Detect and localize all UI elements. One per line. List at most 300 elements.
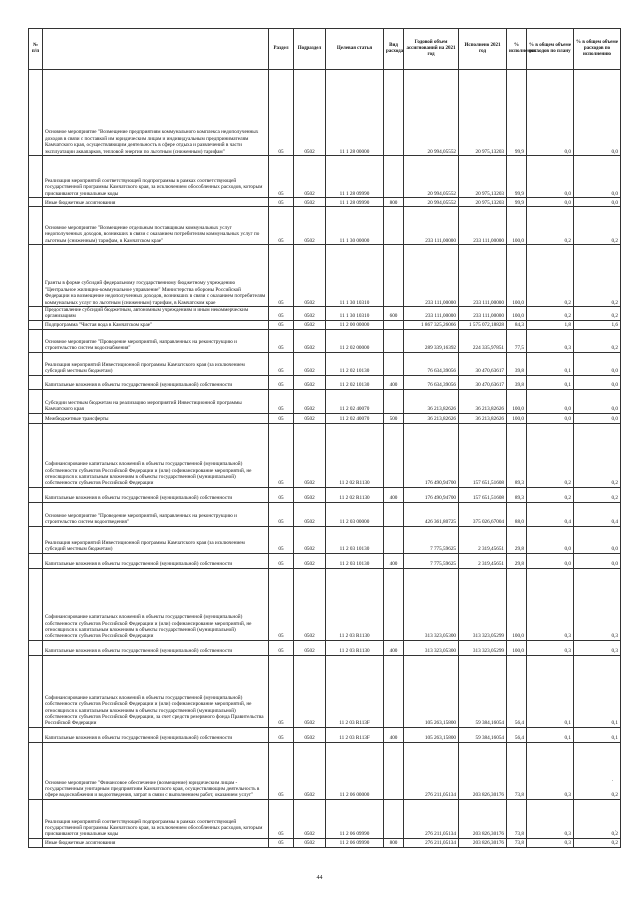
cell-share-plan: 0,3 [527, 838, 574, 847]
cell-podrazdel: 0502 [294, 320, 326, 329]
cell-num [29, 70, 43, 156]
cell-annual: 276 211,05134 [404, 838, 459, 847]
table-row [29, 423, 621, 487]
cell-executed: 233 111,00000 [459, 245, 507, 307]
cell-target: 11 2 02 00000 [326, 329, 384, 352]
table-row [29, 207, 621, 245]
cell-podrazdel: 0502 [294, 487, 326, 502]
cell-annual: 313 323,05300 [404, 568, 459, 640]
cell-razdel: 05 [269, 352, 294, 375]
cell-share-exec: 0,0 [574, 389, 621, 413]
page-number: 44 [316, 875, 323, 881]
cell-podrazdel: 0502 [294, 568, 326, 640]
cell-razdel: 05 [269, 423, 294, 487]
cell-share-plan: 0,2 [527, 307, 574, 321]
cell-name: Предоставление субсидий бюджетным, автономным учреждениям и иным некоммерческим организациям [43, 307, 269, 321]
cell-percent: 29,8 [507, 553, 527, 568]
cell-podrazdel: 0502 [294, 413, 326, 423]
cell-num [29, 198, 43, 207]
cell-target: 11 2 03 R1130 [326, 640, 384, 655]
cell-target: 11 2 02 10130 [326, 352, 384, 375]
cell-razdel: 05 [269, 526, 294, 553]
cell-podrazdel: 0502 [294, 502, 326, 526]
cell-name: Софинансирование капитальных вложений в объекты государственной (муниципальной) собственности субъектов Российской Федерации и (или) софинансирование мероприятий, не относящихся к капитальным вложениям в объекты государственной (муниципальной) собственности субъектов Российской Федерации, за счет средств резервного фонда Правительства Российской Федерации [43, 655, 269, 727]
cell-share-exec: 0,0 [574, 526, 621, 553]
cell-razdel: 05 [269, 655, 294, 727]
cell-vid: 600 [384, 307, 404, 321]
cell-num [29, 727, 43, 742]
cell-executed: 157 651,51608 [459, 487, 507, 502]
cell-target: 11 1 28 00000 [326, 70, 384, 156]
cell-name: Подпрограмма "Чистая вода в Камчатском крае" [43, 320, 269, 329]
scan-speck [612, 780, 613, 781]
cell-name: Реализация мероприятий соответствующей подпрограммы в рамках соответствующей государственной программы Камчатского края, за исключением обособленных расходов, которым присваиваются уникальные коды [43, 799, 269, 838]
cell-share-plan: 0,0 [527, 413, 574, 423]
cell-executed: 1 575 072,18828 [459, 320, 507, 329]
table-row [29, 156, 621, 198]
cell-target: 11 2 03 R113F [326, 655, 384, 727]
cell-percent: 100,0 [507, 207, 527, 245]
cell-razdel: 05 [269, 487, 294, 502]
cell-vid [384, 799, 404, 838]
table-row [29, 838, 621, 847]
cell-share-exec: 0,2 [574, 329, 621, 352]
cell-razdel: 05 [269, 838, 294, 847]
cell-annual: 426 361,80725 [404, 502, 459, 526]
cell-share-exec: 0,0 [574, 156, 621, 198]
cell-share-plan: 0,0 [527, 156, 574, 198]
cell-share-plan: 0,2 [527, 245, 574, 307]
cell-percent: 89,3 [507, 487, 527, 502]
cell-annual: 289 339,16392 [404, 329, 459, 352]
cell-executed: 36 213,82626 [459, 389, 507, 413]
cell-executed: 20 975,13203 [459, 70, 507, 156]
header-executed: Исполнено 2021 год [459, 29, 507, 70]
table-body [29, 70, 621, 848]
cell-name: Основное мероприятие "Проведение мероприятий, направленных на реконструкцию и строительство систем водоснабжения" [43, 329, 269, 352]
cell-podrazdel: 0502 [294, 655, 326, 727]
cell-percent: 73,8 [507, 838, 527, 847]
cell-vid [384, 655, 404, 727]
cell-percent: 88,0 [507, 502, 527, 526]
cell-executed: 233 111,00000 [459, 207, 507, 245]
cell-podrazdel: 0502 [294, 423, 326, 487]
table-row [29, 727, 621, 742]
cell-podrazdel: 0502 [294, 640, 326, 655]
header-name [43, 29, 269, 70]
cell-executed: 30 470,63617 [459, 352, 507, 375]
cell-vid [384, 568, 404, 640]
cell-percent: 56,4 [507, 727, 527, 742]
cell-percent: 77,5 [507, 329, 527, 352]
cell-podrazdel: 0502 [294, 352, 326, 375]
header-percent: % исполнения [507, 29, 527, 70]
cell-share-exec: 1,6 [574, 320, 621, 329]
cell-target: 11 2 02 R1130 [326, 487, 384, 502]
table-row [29, 198, 621, 207]
cell-percent: 100,0 [507, 245, 527, 307]
cell-share-exec: 0,2 [574, 207, 621, 245]
cell-annual: 313 323,05300 [404, 640, 459, 655]
header-share-exec: % в общем объеме расходов по исполнению [574, 29, 621, 70]
cell-executed: 2 319,45651 [459, 526, 507, 553]
cell-executed: 203 826,30176 [459, 799, 507, 838]
cell-annual: 233 111,00000 [404, 245, 459, 307]
cell-annual: 276 211,05134 [404, 799, 459, 838]
cell-razdel: 05 [269, 553, 294, 568]
cell-name: Иные бюджетные ассигнования [43, 838, 269, 847]
cell-share-exec: 0,1 [574, 727, 621, 742]
cell-num [29, 640, 43, 655]
header-vid: Вид расхода [384, 29, 404, 70]
cell-target: 11 2 03 10130 [326, 526, 384, 553]
cell-share-plan: 1,8 [527, 320, 574, 329]
cell-executed: 20 975,13203 [459, 156, 507, 198]
cell-share-plan: 0,0 [527, 553, 574, 568]
cell-vid [384, 526, 404, 553]
cell-percent: 100,0 [507, 389, 527, 413]
cell-razdel: 05 [269, 70, 294, 156]
cell-razdel: 05 [269, 207, 294, 245]
cell-share-plan: 0,2 [527, 423, 574, 487]
cell-share-plan: 0,2 [527, 487, 574, 502]
cell-num [29, 413, 43, 423]
table-row [29, 487, 621, 502]
cell-vid [384, 389, 404, 413]
cell-annual: 233 111,00000 [404, 307, 459, 321]
cell-executed: 375 026,67004 [459, 502, 507, 526]
cell-share-exec: 0,0 [574, 413, 621, 423]
cell-razdel: 05 [269, 307, 294, 321]
cell-target: 11 2 02 10130 [326, 375, 384, 389]
cell-vid: 400 [384, 375, 404, 389]
cell-razdel: 05 [269, 502, 294, 526]
cell-share-exec: 0,0 [574, 70, 621, 156]
cell-target: 11 2 06 09990 [326, 799, 384, 838]
cell-razdel: 05 [269, 799, 294, 838]
cell-vid [384, 423, 404, 487]
cell-name: Капитальные вложения в объекты государственной (муниципальной) собственности [43, 640, 269, 655]
cell-vid [384, 70, 404, 156]
cell-executed: 157 651,51608 [459, 423, 507, 487]
cell-razdel: 05 [269, 568, 294, 640]
cell-razdel: 05 [269, 320, 294, 329]
cell-name: Капитальные вложения в объекты государственной (муниципальной) собственности [43, 727, 269, 742]
cell-annual: 276 211,05134 [404, 742, 459, 799]
cell-percent: 29,8 [507, 526, 527, 553]
cell-share-exec: 0,2 [574, 742, 621, 799]
cell-podrazdel: 0502 [294, 727, 326, 742]
header-share-plan: % в общем объеме расходов по плану [527, 29, 574, 70]
cell-share-exec: 0,2 [574, 799, 621, 838]
cell-target: 11 2 00 00000 [326, 320, 384, 329]
cell-vid: 400 [384, 727, 404, 742]
cell-percent: 39,8 [507, 375, 527, 389]
header-annual: Годовой объем ассигнований на 2021 год [404, 29, 459, 70]
cell-share-plan: 0,1 [527, 352, 574, 375]
cell-target: 11 1 30 10310 [326, 307, 384, 321]
cell-num [29, 329, 43, 352]
cell-num [29, 375, 43, 389]
cell-podrazdel: 0502 [294, 245, 326, 307]
cell-name: Капитальные вложения в объекты государственной (муниципальной) собственности [43, 487, 269, 502]
cell-name: Основное мероприятие "Финансовое обеспечение (возмещение) юридическим лицам - государственным унитарным предприятиям Камчатского края, осуществляющим деятельность в сфере водоснабжения и водоотведения, затрат в связи с выполнением работ, оказанием услуг" [43, 742, 269, 799]
cell-name: Софинансирование капитальных вложений в объекты государственной (муниципальной) собственности субъектов Российской Федерации и (или) софинансирование мероприятий, не относящихся к капитальным вложениям в объекты государственной (муниципальной) собственности субъектов Российской Федерации [43, 423, 269, 487]
cell-target: 11 1 28 09990 [326, 156, 384, 198]
header-podrazdel: Подраздел [294, 29, 326, 70]
cell-num [29, 742, 43, 799]
cell-executed: 59 384,16054 [459, 655, 507, 727]
cell-num [29, 502, 43, 526]
cell-percent: 100,0 [507, 568, 527, 640]
cell-share-exec: 0,1 [574, 655, 621, 727]
cell-executed: 59 384,16054 [459, 727, 507, 742]
cell-executed: 203 826,30176 [459, 838, 507, 847]
cell-razdel: 05 [269, 413, 294, 423]
cell-vid [384, 156, 404, 198]
cell-annual: 76 634,39056 [404, 352, 459, 375]
table-row [29, 568, 621, 640]
cell-vid: 400 [384, 640, 404, 655]
cell-podrazdel: 0502 [294, 70, 326, 156]
cell-vid [384, 207, 404, 245]
cell-executed: 2 319,45651 [459, 553, 507, 568]
cell-share-exec: 0,3 [574, 568, 621, 640]
cell-target: 11 2 03 R1130 [326, 568, 384, 640]
cell-podrazdel: 0502 [294, 307, 326, 321]
cell-share-exec: 0,2 [574, 838, 621, 847]
cell-num [29, 838, 43, 847]
table-row [29, 640, 621, 655]
cell-podrazdel: 0502 [294, 389, 326, 413]
cell-executed: 224 335,97851 [459, 329, 507, 352]
cell-share-plan: 0,1 [527, 727, 574, 742]
cell-percent: 99,9 [507, 70, 527, 156]
cell-target: 11 2 06 09990 [326, 838, 384, 847]
cell-target: 11 1 30 10310 [326, 245, 384, 307]
table-row [29, 742, 621, 799]
cell-percent: 56,4 [507, 655, 527, 727]
cell-vid [384, 352, 404, 375]
table-row [29, 70, 621, 156]
header-razdel: Раздел [269, 29, 294, 70]
cell-name: Гранты в форме субсидий федеральному государственному бюджетному учреждению "Центральное жилищно-коммунальное управление" Министерства обороны Российской Федерации на возмещение недополученных доходов, возникших в связи с оказанием потребителям коммунальных услуг по льготным (сниженным) тарифам, в Камчатском крае [43, 245, 269, 307]
cell-share-plan: 0,1 [527, 375, 574, 389]
cell-percent: 100,0 [507, 640, 527, 655]
cell-percent: 39,8 [507, 352, 527, 375]
cell-razdel: 05 [269, 329, 294, 352]
cell-executed: 36 213,82626 [459, 413, 507, 423]
cell-name: Субсидии местным бюджетам на реализацию мероприятий Инвестиционной программы Камчатского края [43, 389, 269, 413]
table-header-row [29, 29, 621, 70]
cell-name: Реализация мероприятий Инвестиционной программы Камчатского края (за исключением субсидий местным бюджетам) [43, 526, 269, 553]
table-row [29, 502, 621, 526]
scan-speck [615, 830, 616, 831]
cell-target: 11 2 03 00000 [326, 502, 384, 526]
table-row [29, 320, 621, 329]
table-row [29, 307, 621, 321]
cell-razdel: 05 [269, 742, 294, 799]
cell-annual: 20 994,05552 [404, 156, 459, 198]
cell-num [29, 655, 43, 727]
cell-num [29, 156, 43, 198]
cell-annual: 36 213,82626 [404, 389, 459, 413]
cell-share-plan: 0,3 [527, 568, 574, 640]
cell-podrazdel: 0502 [294, 553, 326, 568]
cell-target: 11 2 03 10130 [326, 553, 384, 568]
cell-vid: 800 [384, 198, 404, 207]
cell-share-exec: 0,2 [574, 423, 621, 487]
cell-podrazdel: 0502 [294, 799, 326, 838]
cell-podrazdel: 0502 [294, 329, 326, 352]
header-num: № п/п [29, 29, 43, 70]
cell-share-plan: 0,1 [527, 655, 574, 727]
cell-executed: 30 470,63617 [459, 375, 507, 389]
cell-name: Основное мероприятие "Проведение мероприятий, направленных на реконструкцию и строительство систем водоотведения" [43, 502, 269, 526]
cell-num [29, 245, 43, 307]
cell-annual: 7 775,59625 [404, 526, 459, 553]
cell-num [29, 307, 43, 321]
cell-name: Капитальные вложения в объекты государственной (муниципальной) собственности [43, 553, 269, 568]
cell-name: Софинансирование капитальных вложений в объекты государственной (муниципальной) собственности субъектов Российской Федерации и (или) софинансирование мероприятий, не относящихся к капитальным вложениям в объекты государственной (муниципальной) собственности субъектов Российской Федерации [43, 568, 269, 640]
cell-annual: 76 634,39056 [404, 375, 459, 389]
cell-podrazdel: 0502 [294, 375, 326, 389]
table-row [29, 245, 621, 307]
cell-target: 11 2 06 00000 [326, 742, 384, 799]
cell-target: 11 2 02 40070 [326, 413, 384, 423]
cell-share-exec: 0,0 [574, 352, 621, 375]
cell-razdel: 05 [269, 727, 294, 742]
cell-num [29, 526, 43, 553]
cell-num [29, 423, 43, 487]
cell-executed: 313 323,05299 [459, 568, 507, 640]
cell-share-exec: 0,2 [574, 307, 621, 321]
cell-share-plan: 0,3 [527, 329, 574, 352]
cell-vid: 800 [384, 838, 404, 847]
cell-annual: 20 994,05552 [404, 70, 459, 156]
cell-name: Иные бюджетные ассигнования [43, 198, 269, 207]
cell-podrazdel: 0502 [294, 838, 326, 847]
cell-percent: 73,8 [507, 742, 527, 799]
header-target: Целевая статья [326, 29, 384, 70]
cell-percent: 73,8 [507, 799, 527, 838]
cell-share-plan: 0,0 [527, 526, 574, 553]
cell-razdel: 05 [269, 198, 294, 207]
cell-percent: 100,0 [507, 413, 527, 423]
cell-vid [384, 742, 404, 799]
cell-num [29, 799, 43, 838]
cell-target: 11 1 28 09990 [326, 198, 384, 207]
cell-name: Основное мероприятие "Возмещение отдельным поставщикам коммунальных услуг недополученных доходов, возникших в связи с оказанием потребителям коммунальных услуг по льготным (сниженным) тарифам, в Камчатском крае" [43, 207, 269, 245]
cell-executed: 203 826,30176 [459, 742, 507, 799]
cell-target: 11 1 30 00000 [326, 207, 384, 245]
cell-num [29, 352, 43, 375]
cell-vid: 400 [384, 487, 404, 502]
cell-razdel: 05 [269, 640, 294, 655]
cell-name: Межбюджетные трансферты [43, 413, 269, 423]
cell-percent: 100,0 [507, 307, 527, 321]
cell-annual: 36 213,82626 [404, 413, 459, 423]
cell-share-exec: 0,4 [574, 502, 621, 526]
cell-annual: 7 775,59625 [404, 553, 459, 568]
cell-annual: 105 263,15800 [404, 727, 459, 742]
cell-target: 11 2 02 R1130 [326, 423, 384, 487]
cell-share-plan: 0,2 [527, 207, 574, 245]
cell-executed: 20 975,13203 [459, 198, 507, 207]
table-row [29, 526, 621, 553]
cell-vid [384, 502, 404, 526]
cell-percent: 99,9 [507, 156, 527, 198]
cell-share-exec: 0,0 [574, 198, 621, 207]
cell-share-plan: 0,3 [527, 640, 574, 655]
cell-name: Основное мероприятие "Возмещение предприятиям коммунального комплекса недополученных доходов в связи с поставкой им юридическим лицам и индивидуальным предпринимателям Камчатского края, осуществляющим деятельность в сфере отдыха и развлечений в части эксплуатации аквапарков, тепловой энергии по льготным (сниженным) тарифам" [43, 70, 269, 156]
cell-vid [384, 245, 404, 307]
cell-razdel: 05 [269, 375, 294, 389]
cell-share-plan: 0,3 [527, 742, 574, 799]
cell-num [29, 207, 43, 245]
cell-razdel: 05 [269, 156, 294, 198]
cell-target: 11 2 03 R113F [326, 727, 384, 742]
budget-table [28, 28, 621, 848]
cell-share-exec: 0,2 [574, 245, 621, 307]
cell-annual: 176 490,94700 [404, 423, 459, 487]
cell-share-exec: 0,3 [574, 640, 621, 655]
cell-razdel: 05 [269, 245, 294, 307]
table-row [29, 413, 621, 423]
cell-share-plan: 0,0 [527, 70, 574, 156]
cell-name: Капитальные вложения в объекты государственной (муниципальной) собственности [43, 375, 269, 389]
cell-num [29, 487, 43, 502]
cell-share-exec: 0,2 [574, 487, 621, 502]
cell-razdel: 05 [269, 389, 294, 413]
cell-podrazdel: 0502 [294, 156, 326, 198]
table-row [29, 375, 621, 389]
cell-percent: 99,9 [507, 198, 527, 207]
table-row [29, 655, 621, 727]
cell-percent: 84,3 [507, 320, 527, 329]
table-row [29, 389, 621, 413]
cell-share-exec: 0,0 [574, 553, 621, 568]
cell-share-plan: 0,0 [527, 198, 574, 207]
cell-share-exec: 0,0 [574, 375, 621, 389]
cell-vid [384, 320, 404, 329]
table-row [29, 553, 621, 568]
cell-podrazdel: 0502 [294, 742, 326, 799]
cell-vid [384, 329, 404, 352]
cell-annual: 233 111,00000 [404, 207, 459, 245]
cell-annual: 105 263,15800 [404, 655, 459, 727]
cell-name: Реализация мероприятий Инвестиционной программы Камчатского края (за исключением субсидий местным бюджетам) [43, 352, 269, 375]
cell-executed: 313 323,05299 [459, 640, 507, 655]
cell-num [29, 389, 43, 413]
cell-executed: 233 111,00000 [459, 307, 507, 321]
cell-annual: 20 994,05552 [404, 198, 459, 207]
cell-share-plan: 0,4 [527, 502, 574, 526]
cell-num [29, 553, 43, 568]
cell-num [29, 320, 43, 329]
cell-podrazdel: 0502 [294, 207, 326, 245]
cell-annual: 176 490,94700 [404, 487, 459, 502]
cell-annual: 1 867 325,26066 [404, 320, 459, 329]
table-row [29, 799, 621, 838]
cell-vid: 400 [384, 553, 404, 568]
cell-vid: 500 [384, 413, 404, 423]
table-row [29, 352, 621, 375]
cell-share-plan: 0,0 [527, 389, 574, 413]
cell-target: 11 2 02 40070 [326, 389, 384, 413]
table-row [29, 329, 621, 352]
cell-percent: 89,3 [507, 423, 527, 487]
